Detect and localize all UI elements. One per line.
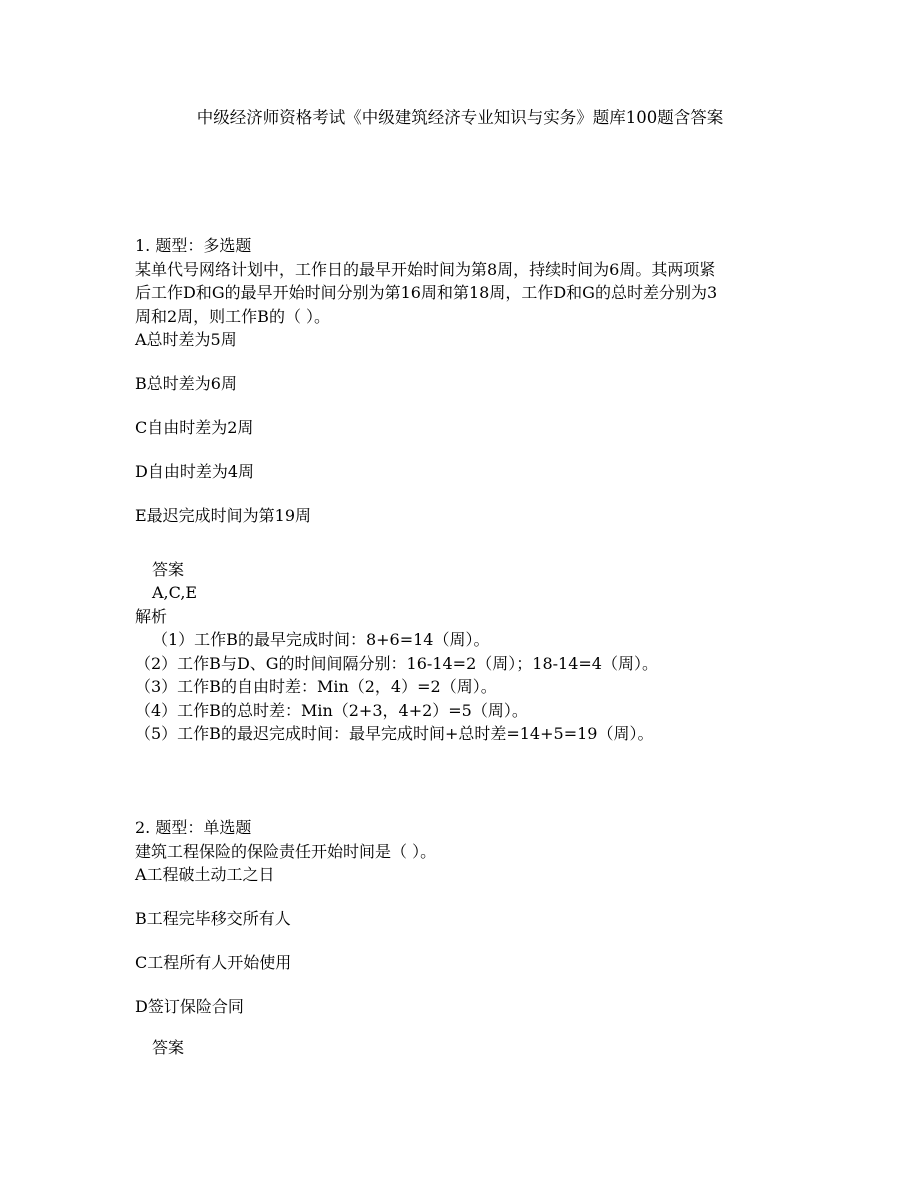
question-stem-line: 某单代号网络计划中，工作日的最早开始时间为第8周，持续时间为6周。其两项紧 xyxy=(135,259,716,279)
option-e: E最迟完成时间为第19周 xyxy=(135,506,312,525)
analysis-line: （3）工作B的自由时差：Min（2，4）=2（周）。 xyxy=(135,677,497,696)
answer-block xyxy=(135,1036,790,1060)
answer-value: A,C,E xyxy=(152,583,198,602)
option-list xyxy=(135,863,790,1019)
question-stem-line: 周和2周，则工作B的（ ）。 xyxy=(135,306,331,326)
analysis-label: 解析 xyxy=(135,606,168,626)
option-a: A总时差为5周 xyxy=(135,330,237,349)
option-b: B总时差为6周 xyxy=(135,374,237,393)
option-d: D签订保险合同 xyxy=(135,997,244,1016)
answer-block xyxy=(135,558,790,605)
analysis-line: （2）工作B与D、G的时间间隔分别：16-14=2（周）；18-14=4（周）。 xyxy=(135,653,658,673)
question-2 xyxy=(135,816,790,1059)
question-stem-line: 后工作D和G的最早开始时间分别为第16周和第18周，工作D和G的总时差分别为3 xyxy=(135,283,718,302)
question-type-label: 2. 题型：单选题 xyxy=(135,818,252,837)
document-title: 中级经济师资格考试《中级建筑经济专业知识与实务》题库100题含答案 xyxy=(196,108,724,127)
question-type-label: 1. 题型：多选题 xyxy=(135,236,252,255)
option-c: C工程所有人开始使用 xyxy=(135,953,292,972)
option-b: B工程完毕移交所有人 xyxy=(135,909,291,928)
answer-label: 答案 xyxy=(152,1037,185,1057)
analysis-block xyxy=(135,605,790,746)
option-a: A工程破土动工之日 xyxy=(135,865,275,884)
answer-label: 答案 xyxy=(152,559,185,579)
question-stem-line: 建筑工程保险的保险责任开始时间是（ ）。 xyxy=(135,841,437,861)
question-1 xyxy=(135,234,790,746)
option-list xyxy=(135,328,790,528)
option-d: D自由时差为4周 xyxy=(135,462,255,481)
option-c: C自由时差为2周 xyxy=(135,418,254,437)
analysis-line: （5）工作B的最迟完成时间：最早完成时间+总时差=14+5=19（周）。 xyxy=(135,724,654,743)
analysis-line: （1）工作B的最早完成时间：8+6=14（周）。 xyxy=(152,630,490,649)
analysis-line: （4）工作B的总时差：Min（2+3，4+2）=5（周）。 xyxy=(135,700,528,720)
